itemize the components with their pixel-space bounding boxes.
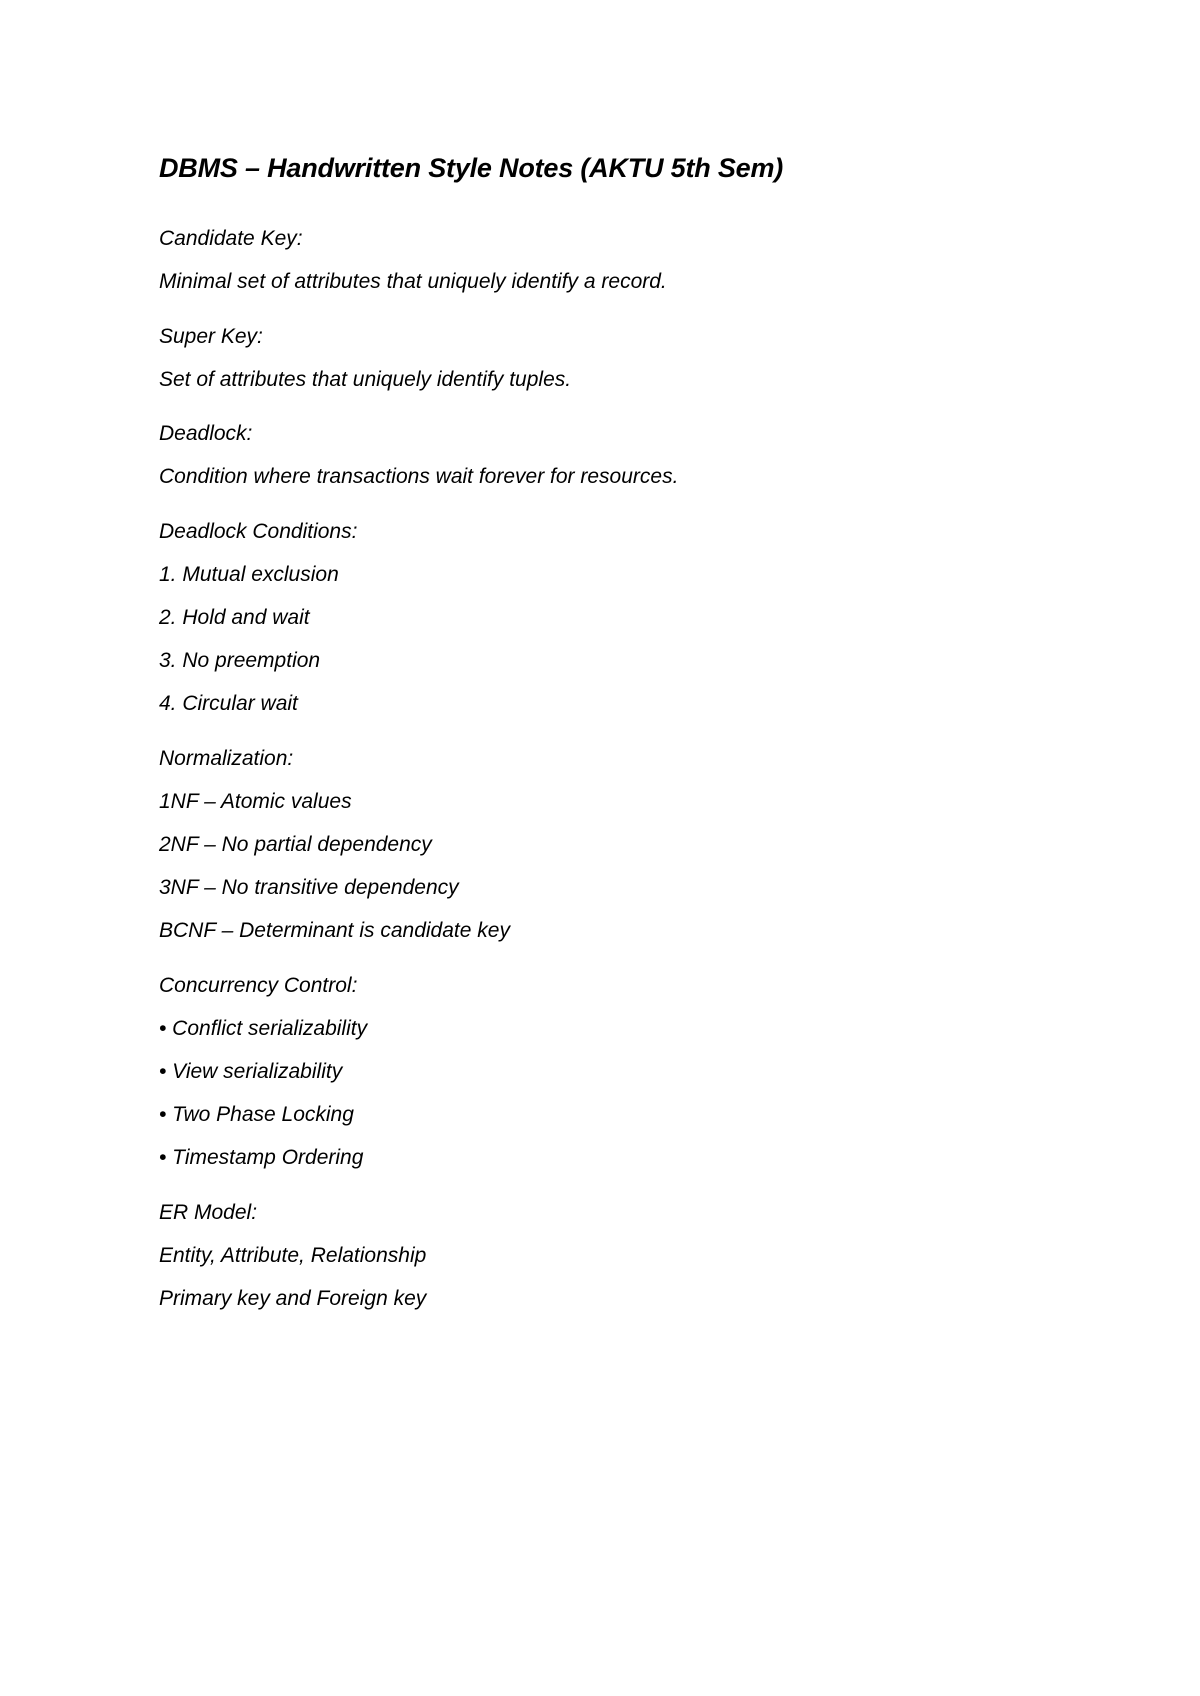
list-item: BCNF – Determinant is candidate key <box>159 919 510 942</box>
list-item: 1NF – Atomic values <box>159 790 352 813</box>
list-item: 1. Mutual exclusion <box>159 563 339 586</box>
section-heading-deadlock-conditions: Deadlock Conditions: <box>159 520 358 543</box>
definition-deadlock: Condition where transactions wait forever for resources. <box>159 465 679 488</box>
list-item: • Two Phase Locking <box>159 1103 354 1126</box>
list-item: • View serializability <box>159 1060 343 1083</box>
definition-candidate-key: Minimal set of attributes that uniquely identify a record. <box>159 270 667 293</box>
list-item: Primary key and Foreign key <box>159 1287 427 1310</box>
section-heading-super-key: Super Key: <box>159 325 263 348</box>
section-heading-candidate-key: Candidate Key: <box>159 227 303 250</box>
section-heading-deadlock: Deadlock: <box>159 422 253 445</box>
list-item: • Timestamp Ordering <box>159 1146 364 1169</box>
list-item: Entity, Attribute, Relationship <box>159 1244 427 1267</box>
definition-super-key: Set of attributes that uniquely identify tuples. <box>159 368 572 391</box>
section-heading-er-model: ER Model: <box>159 1201 258 1224</box>
list-item: 2NF – No partial dependency <box>159 833 432 856</box>
list-item: • Conflict serializability <box>159 1017 368 1040</box>
section-heading-concurrency-control: Concurrency Control: <box>159 974 358 997</box>
list-item: 3NF – No transitive dependency <box>159 876 459 899</box>
list-item: 2. Hold and wait <box>159 606 310 629</box>
list-item: 4. Circular wait <box>159 692 298 715</box>
section-heading-normalization: Normalization: <box>159 747 294 770</box>
document-title: DBMS – Handwritten Style Notes (AKTU 5th Sem) <box>159 153 784 183</box>
list-item: 3. No preemption <box>159 649 321 672</box>
